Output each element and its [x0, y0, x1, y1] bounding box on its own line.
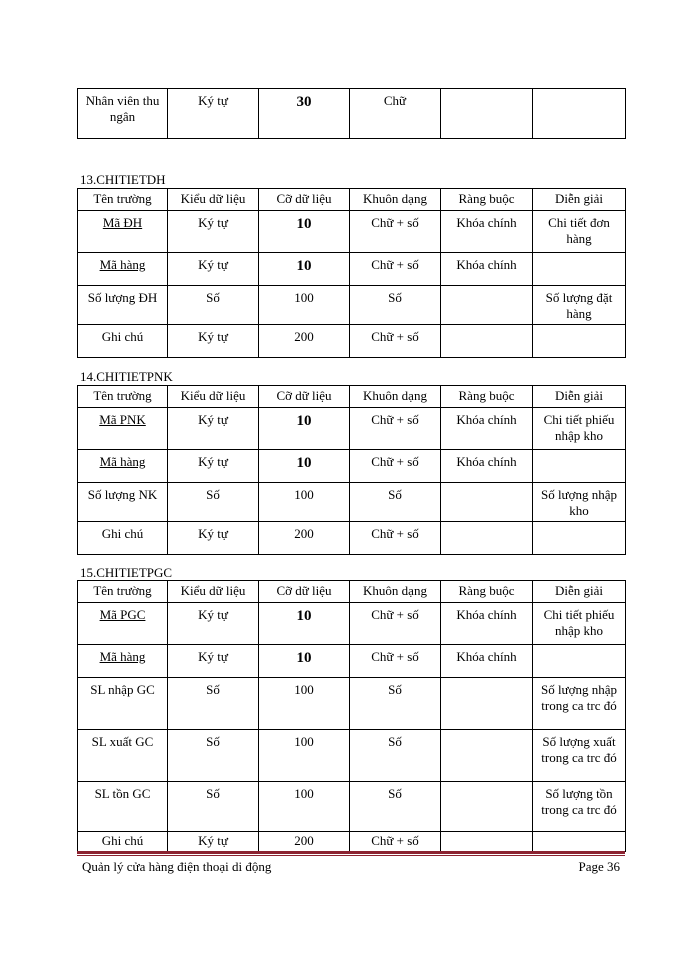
footer-title: Quản lý cửa hàng điện thoại di động [82, 859, 272, 874]
cell-field: Mã hàng [78, 253, 168, 286]
header-cell: Tên trường [78, 581, 168, 603]
cell-description [533, 645, 626, 678]
cell-description [533, 325, 626, 358]
cell-constraint: Khóa chính [441, 253, 533, 286]
cell-field: SL tồn GC [78, 782, 168, 832]
cell-size: 200 [259, 522, 350, 555]
cell-size: 10 [259, 253, 350, 286]
cell-field: SL nhập GC [78, 678, 168, 730]
cell-constraint [441, 832, 533, 852]
cell-description [533, 89, 626, 139]
table-row [78, 832, 626, 852]
cell-description: Số lượng nhập trong ca trc đó [533, 678, 626, 730]
table-row [78, 483, 626, 522]
cell-description: Số lượng xuất trong ca trc đó [533, 730, 626, 782]
cell-constraint [441, 89, 533, 139]
cell-description: Số lượng đặt hàng [533, 286, 626, 325]
cell-size: 10 [259, 211, 350, 253]
cell-format: Số [350, 730, 441, 782]
cell-description [533, 450, 626, 483]
cell-constraint: Khóa chính [441, 450, 533, 483]
cell-format: Chữ [350, 89, 441, 139]
cell-size: 100 [259, 782, 350, 832]
cell-type: Số [168, 782, 259, 832]
cell-field: Mã PNK [78, 408, 168, 450]
cell-type: Số [168, 730, 259, 782]
header-cell: Khuôn dạng [350, 581, 441, 603]
cell-format: Chữ + số [350, 325, 441, 358]
header-cell: Kiểu dữ liệu [168, 581, 259, 603]
header-cell: Cỡ dữ liệu [259, 386, 350, 408]
cell-type: Ký tự [168, 325, 259, 358]
cell-field: Mã ĐH [78, 211, 168, 253]
header-cell: Cỡ dữ liệu [259, 189, 350, 211]
cell-description [533, 253, 626, 286]
table-row [78, 89, 626, 139]
table-row [78, 450, 626, 483]
cell-constraint [441, 286, 533, 325]
continuation-table [77, 88, 626, 139]
cell-type: Số [168, 483, 259, 522]
header-cell: Kiểu dữ liệu [168, 189, 259, 211]
cell-constraint [441, 730, 533, 782]
cell-description: Chi tiết đơn hàng [533, 211, 626, 253]
cell-constraint [441, 782, 533, 832]
table-row [78, 522, 626, 555]
cell-field: Ghi chú [78, 325, 168, 358]
table-row [78, 730, 626, 782]
cell-constraint: Khóa chính [441, 645, 533, 678]
header-cell: Khuôn dạng [350, 189, 441, 211]
cell-size: 200 [259, 832, 350, 852]
cell-format: Số [350, 782, 441, 832]
cell-format: Chữ + số [350, 408, 441, 450]
cell-format: Chữ + số [350, 603, 441, 645]
cell-constraint [441, 678, 533, 730]
cell-type: Ký tự [168, 645, 259, 678]
table-row [78, 645, 626, 678]
cell-field: Mã PGC [78, 603, 168, 645]
cell-field: SL xuất GC [78, 730, 168, 782]
table-row [78, 603, 626, 645]
cell-description [533, 832, 626, 852]
section-title: 13.CHITIETDH [80, 172, 166, 187]
cell-format: Chữ + số [350, 211, 441, 253]
header-cell: Tên trường [78, 386, 168, 408]
header-cell: Tên trường [78, 189, 168, 211]
cell-type: Ký tự [168, 89, 259, 139]
header-row [78, 386, 626, 408]
header-cell: Diễn giải [533, 386, 626, 408]
header-cell: Kiểu dữ liệu [168, 386, 259, 408]
cell-type: Ký tự [168, 522, 259, 555]
cell-type: Ký tự [168, 211, 259, 253]
header-cell: Diễn giải [533, 189, 626, 211]
cell-field: Ghi chú [78, 832, 168, 852]
table-row [78, 286, 626, 325]
cell-size: 100 [259, 483, 350, 522]
table-row [78, 408, 626, 450]
cell-size: 10 [259, 408, 350, 450]
cell-type: Ký tự [168, 253, 259, 286]
cell-constraint [441, 483, 533, 522]
cell-size: 10 [259, 645, 350, 678]
cell-description [533, 522, 626, 555]
table-row [78, 782, 626, 832]
cell-field: Ghi chú [78, 522, 168, 555]
cell-size: 30 [259, 89, 350, 139]
cell-format: Số [350, 286, 441, 325]
cell-format: Chữ + số [350, 645, 441, 678]
cell-type: Số [168, 286, 259, 325]
cell-field: Số lượng NK [78, 483, 168, 522]
cell-type: Số [168, 678, 259, 730]
header-cell: Khuôn dạng [350, 386, 441, 408]
cell-size: 10 [259, 603, 350, 645]
header-cell: Diễn giải [533, 581, 626, 603]
section-title: 15.CHITIETPGC [80, 565, 173, 580]
cell-description: Số lượng tồn trong ca trc đó [533, 782, 626, 832]
table-row [78, 678, 626, 730]
cell-field: Nhân viên thu ngân [78, 89, 168, 139]
cell-format: Chữ + số [350, 253, 441, 286]
cell-size: 10 [259, 450, 350, 483]
cell-format: Số [350, 678, 441, 730]
cell-format: Chữ + số [350, 522, 441, 555]
cell-constraint: Khóa chính [441, 603, 533, 645]
cell-description: Chi tiết phiếu nhập kho [533, 603, 626, 645]
header-cell: Ràng buộc [441, 189, 533, 211]
cell-constraint [441, 325, 533, 358]
cell-size: 100 [259, 678, 350, 730]
cell-format: Chữ + số [350, 832, 441, 852]
header-cell: Ràng buộc [441, 386, 533, 408]
header-row [78, 581, 626, 603]
cell-field: Mã hàng [78, 645, 168, 678]
chitietdh-table [77, 188, 626, 358]
chitietpgc-table [77, 580, 626, 852]
section-title: 14.CHITIETPNK [80, 369, 173, 384]
cell-type: Ký tự [168, 603, 259, 645]
cell-size: 100 [259, 286, 350, 325]
cell-type: Ký tự [168, 832, 259, 852]
cell-constraint: Khóa chính [441, 211, 533, 253]
cell-format: Số [350, 483, 441, 522]
cell-format: Chữ + số [350, 450, 441, 483]
cell-type: Ký tự [168, 450, 259, 483]
footer-divider-thin [77, 855, 625, 856]
page-number: Page 36 [578, 859, 620, 874]
cell-size: 200 [259, 325, 350, 358]
cell-size: 100 [259, 730, 350, 782]
cell-type: Ký tự [168, 408, 259, 450]
table-row [78, 253, 626, 286]
chitietpnk-table [77, 385, 626, 555]
cell-description: Số lượng nhập kho [533, 483, 626, 522]
header-row [78, 189, 626, 211]
table-row [78, 325, 626, 358]
cell-constraint: Khóa chính [441, 408, 533, 450]
cell-field: Số lượng ĐH [78, 286, 168, 325]
cell-constraint [441, 522, 533, 555]
cell-field: Mã hàng [78, 450, 168, 483]
header-cell: Cỡ dữ liệu [259, 581, 350, 603]
header-cell: Ràng buộc [441, 581, 533, 603]
cell-description: Chi tiết phiếu nhập kho [533, 408, 626, 450]
table-row [78, 211, 626, 253]
footer-divider [77, 851, 625, 854]
